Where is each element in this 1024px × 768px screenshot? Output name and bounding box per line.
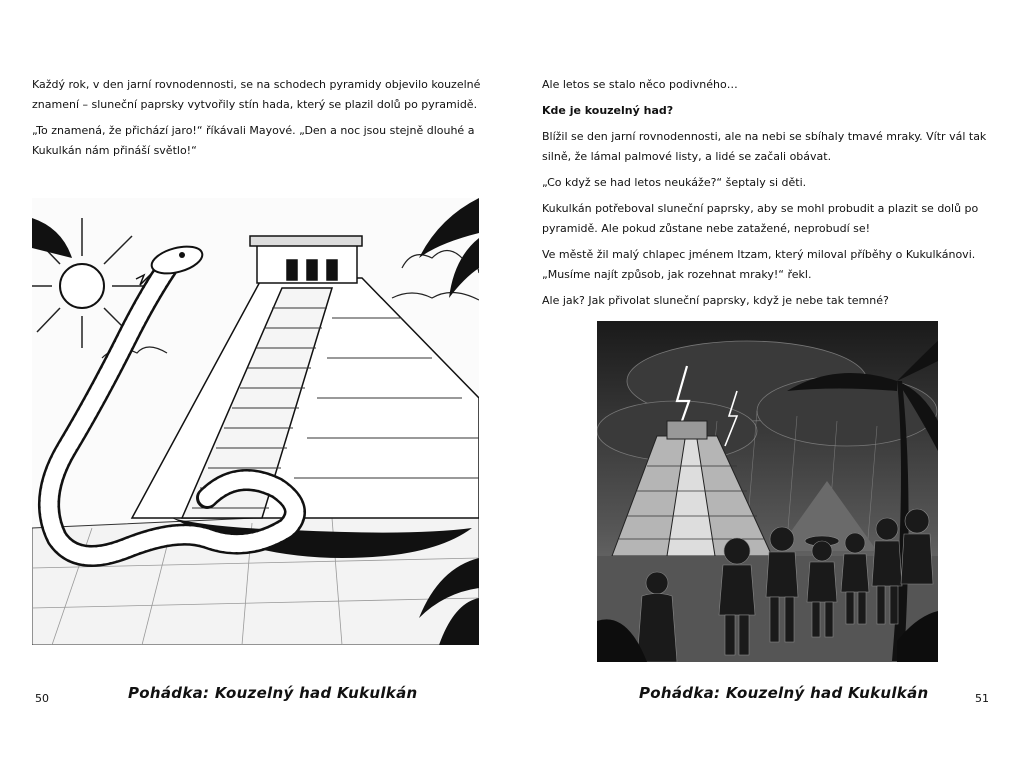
pyramid-serpent-illustration [32, 198, 479, 645]
footer-title: Pohádka: Kouzelný had Kukulkán [639, 684, 929, 702]
paragraph: „Co když se had letos neukáže?“ šeptaly si děti. [542, 176, 807, 189]
storm-pyramid-children-illustration [597, 321, 938, 662]
paragraph: „To znamená, že přichází jaro!“ říkávali Mayové. „Den a noc jsou stejně dlouhé a Kukulkán nám přináší světlo!“ [32, 124, 475, 157]
paragraph: Blížil se den jarní rovnodennosti, ale na nebi se sbíhaly tmavé mraky. Vítr vál tak silně, že lámal palmové listy, a lidé se začali obávat. [542, 130, 987, 163]
paragraph: Ale jak? Jak přivolat sluneční paprsky, když je nebe tak temné? [542, 294, 889, 307]
page-number: 50 [35, 692, 49, 705]
left-text-block [32, 75, 484, 167]
footer-title: Pohádka: Kouzelný had Kukulkán [128, 684, 418, 702]
paragraph: Kukulkán potřeboval sluneční paprsky, aby se mohl probudit a plazit se dolů po pyramidě. Ale pokud zůstane nebe zatažené, neprobudí se! [542, 202, 979, 235]
paragraph: Každý rok, v den jarní rovnodennosti, se na schodech pyramidy objevilo kouzelné znamení – sluneční paprsky vytvořily stín hada, který se plazil dolů po pyramidě. [32, 78, 481, 111]
right-page [512, 0, 1024, 768]
paragraph: Ale letos se stalo něco podivného… [542, 78, 738, 91]
paragraph: Ve městě žil malý chlapec jménem Itzam, který miloval příběhy o Kukulkánovi. „Musíme najít způsob, jak rozehnat mraky!“ řekl. [542, 248, 976, 281]
right-text-block [542, 75, 1002, 317]
page-number: 51 [975, 692, 989, 705]
section-heading: Kde je kouzelný had? [542, 104, 674, 117]
